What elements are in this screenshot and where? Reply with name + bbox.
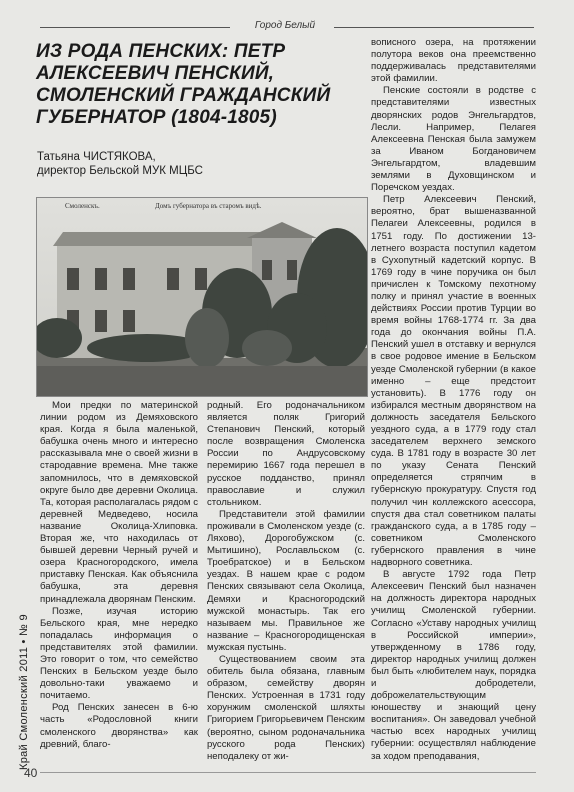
running-head: Город Белый (254, 20, 316, 31)
magazine-side-label (14, 560, 34, 770)
paragraph: Представители этой фамилии проживали в Смоленском уезде (с. Ляхово), Дорогобужском (с. Мытишино), Рославльском (с. Троебратское) и в Бельском уездах. В нашем крае с родом Пенских связывают села Околица, Демяхи и Красногородский мужской монастырь. Так его называем мы. Правильное же название – Красногородищенская мужская пустынь. (207, 508, 365, 653)
text-column-3 (371, 37, 536, 762)
paragraph: вописного озера, на протяжении полутора веков она преемственно поддерживалась представителями этой фамилии. (371, 37, 536, 85)
paragraph: Род Пенских занесен в 6-ю часть «Родословной книги смоленского дворянства» как древний, благо- (40, 702, 198, 750)
author-position: директор Бельской МУК МЦБС (37, 165, 203, 177)
photo-caption-city: Смоленскъ. (65, 202, 100, 210)
header-rule-left (40, 27, 230, 28)
paragraph: В августе 1792 года Петр Алексеевич Пенский был назначен на должность директора народных училищ Смоленской губернии. Согласно «Уставу народных училищ в Российской империи», утвержденному в 1786 году, директор народных училищ должен был быть «любителем наук, порядка и добродетели, доброжелательствующим юношеству и знающий цену воспитания». Он заведовал учебной частью всех народных училищ губернии: осуществлял наблюдение за ходом преподавания, (371, 569, 536, 762)
author-block (37, 150, 237, 178)
text-column-1 (40, 400, 198, 758)
author-name: Татьяна ЧИСТЯКОВА, (37, 151, 156, 163)
header-rule-right (334, 27, 534, 28)
bottom-rule (40, 772, 536, 773)
paragraph: Пенские состояли в родстве с представителями известных дворянских родов Энгельгардтов, Лесли. Например, Пелагея Алексеевна Пенская была замужем за Иваном Богдановичем Энгельгардтом, владевшим землями в Духовщинском и Поречском уездах. (371, 85, 536, 194)
photo-caption-title: Домъ губернатора въ старомъ видѣ. (155, 202, 262, 210)
article-title: ИЗ РОДА ПЕНСКИХ: ПЕТР АЛЕКСЕЕВИЧ ПЕНСКИЙ, СМОЛЕНСКИЙ ГРАЖДАНСКИЙ ГУБЕРНАТОР (1804-1805) (36, 41, 331, 128)
paragraph: Существованием своим эта обитель была обязана, главным образом, семейству дворян Пенских. Устроенная в 1731 году хорунжим смоленской шляхты Григорием Григорьевичем Пенским (вероятно, сыном родоначальника русского рода Пенских) неподалеку от жи- (207, 653, 365, 762)
paragraph: Мои предки по материнской линии родом из Демяховского края. Когда я была маленькой, бабушка очень много и интересно рассказывала мне о своей жизни в стародавние времена. Мне также запомнилось, что в демяховской округе было две деревни Околица. Та, которая располагалась рядом с деревней Медведево, носила название Околица-Хлиповка. Вторая же, что находилась от бывшей деревни Черный ручей и озера Красногородского, имела приставку Пенская. Как объяснила бабушка, эта деревня принадлежала дворянам Пенским. (40, 400, 198, 605)
photo-illustration (37, 198, 367, 396)
magazine-issue: Край Смоленский 2011 • № 9 (18, 614, 30, 770)
page-number: 40 (24, 766, 38, 780)
governor-house-photo (36, 197, 368, 397)
paragraph: родный. Его родоначальником является поляк Григорий Степанович Пенский, который после возвращения Смоленска России по Андрусовскому перемирию 1667 года перешел в русское подданство, принял православие и служил стольником. (207, 400, 365, 508)
paragraph: Позже, изучая историю Бельского края, мне нередко попадалась информация о представителях этой фамилии. Это говорит о том, что семейство Пенских в Бельском уезде было довольно-таки уважаемо и почитаемо. (40, 605, 198, 702)
paragraph: Петр Алексеевич Пенский, вероятно, брат вышеназванной Пелагеи Алексеевны, родился в 1751 году. По достижении 13-летнего возраста поступил кадетом в Сухопутный кадетский корпус. В 1769 году в чине поручика он был причислен к Томскому пехотному полку и принял участие в военных действиях России против Турции во время войны 1768-1774 гг. За два года до окончания войны П.А. Пенский ушел в отставку и вернулся в свое родовое имение в Бельском уезде Смоленской губернии (в какое именно – еще предстоит установить). В 1776 году он избирался местным дворянством на должность заседателя Бельского уездного суда, а в 1779 году стал заседателем верхнего земского суда. В 1781 году в возрасте 30 лет по указу Сената Пенский определяется стряпчим в губернскую прокуратуру. Спустя год получил чин коллежского асессора, спустя два стал советником палаты гражданского суда, а в 1785 году – советником Смоленского губернского правления в чине надворного советника. (371, 194, 536, 569)
text-column-2 (207, 400, 365, 762)
